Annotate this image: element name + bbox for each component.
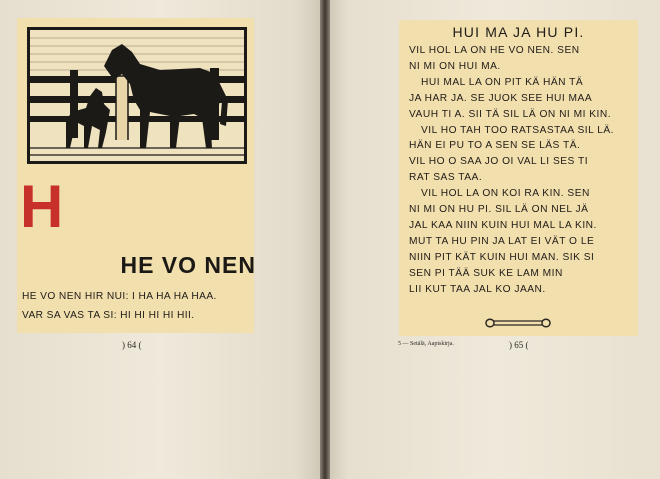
reading-line: HÄN EI PU TO A SEN SE LÄS TÄ. bbox=[409, 140, 581, 152]
reading-line: VIL HOL LA ON KOI RA KIN. SEN bbox=[421, 188, 590, 200]
reading-line: JAL KAA NIIN KUIN HUI MAL LA KIN. bbox=[409, 219, 597, 231]
reading-line: HUI MAL LA ON PIT KÄ HÄN TÄ bbox=[421, 76, 584, 88]
reading-line: NI MI ON HU PI. SIL LÄ ON NEL JÄ bbox=[409, 204, 589, 215]
lesson-word: HE VO NEN bbox=[120, 252, 256, 278]
reading-title: HUI MA JA HU PI. bbox=[452, 24, 585, 40]
reading-line: SEN PI TÄÄ SUK KE LAM MIN bbox=[409, 267, 563, 279]
reading-line: NIIN PIT KÄT KUIN HUI MAN. SIK SI bbox=[409, 251, 595, 263]
left-text-line-1: HE VO NEN HIR NUI: I HA HA HA HAA. bbox=[22, 291, 217, 302]
reading-line: JA HAR JA. SE JUOK SEE HUI MAA bbox=[409, 92, 593, 104]
printer-signature: 5 — Setälä, Aapiskirja. bbox=[398, 341, 454, 347]
reading-line: VIL HO TAH TOO RATSASTAA SIL LÄ. bbox=[421, 124, 615, 136]
reading-line: NI MI ON HUI MA. bbox=[409, 60, 501, 72]
initial-letter: H bbox=[20, 173, 64, 240]
reading-line: VAUH TI A. SII TÄ SIL LÄ ON NI MI KIN. bbox=[409, 108, 612, 120]
reading-line: RAT SAS TAA. bbox=[409, 172, 483, 184]
reading-line: VIL HOL LA ON HE VO NEN. SEN bbox=[409, 45, 580, 56]
left-page-number: ) 64 ( bbox=[122, 340, 142, 350]
ornament-divider bbox=[482, 317, 554, 329]
right-page-number: ) 65 ( bbox=[509, 340, 529, 350]
horse-and-foal-woodcut bbox=[27, 27, 247, 164]
left-text-line-2: VAR SA VAS TA SI: HI HI HI HI HII. bbox=[22, 310, 195, 321]
reading-line: MUT TA HU PIN JA LAT EI VÄT O LE bbox=[409, 235, 595, 247]
reading-line: VIL HO O SAA JO OI VAL LI SES TI bbox=[409, 156, 589, 168]
book-gutter bbox=[320, 0, 330, 479]
reading-line: LII KUT TAA JAL KO JAAN. bbox=[409, 283, 546, 295]
